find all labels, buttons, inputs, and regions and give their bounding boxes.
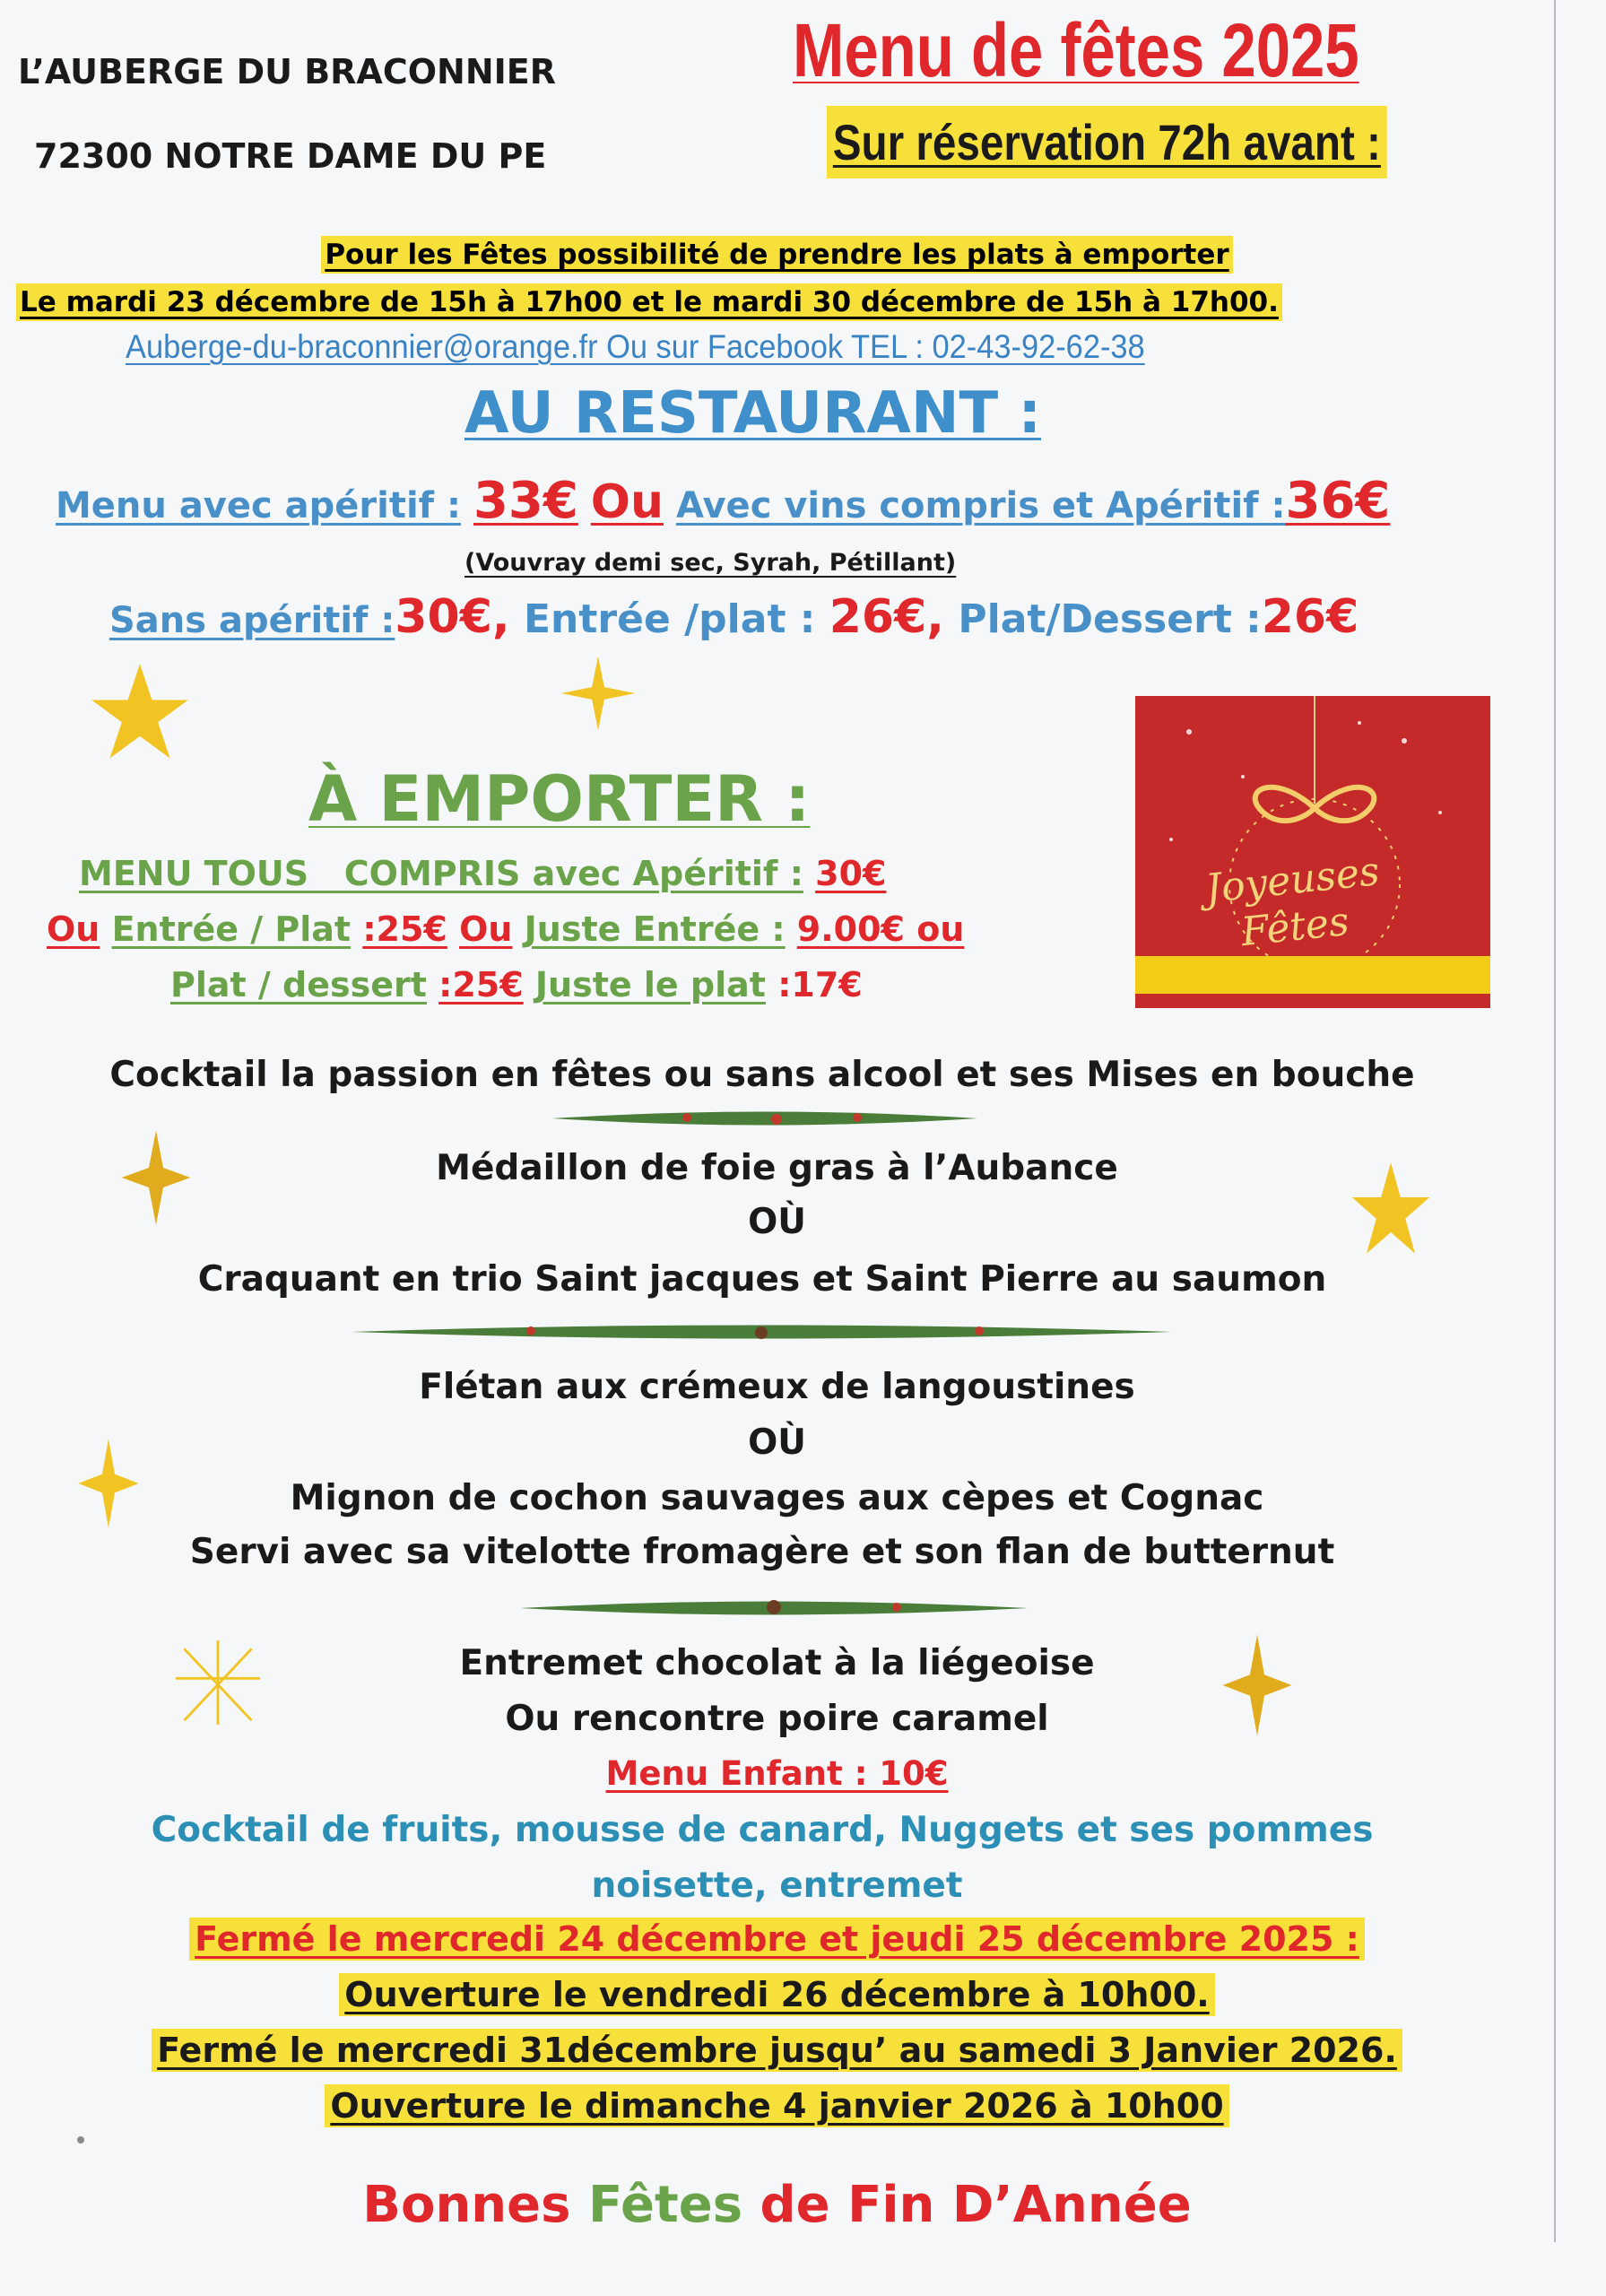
menu-dessert-1: Entremet chocolat à la liégeoise [459, 1643, 1095, 1683]
or-label: Ou [459, 909, 513, 949]
star-icon [1350, 1161, 1431, 1257]
menu-dessert-2: Ou rencontre poire caramel [505, 1699, 1049, 1739]
no-aperitif-label: Sans apéritif : [109, 600, 395, 641]
menu-starter-2: Craquant en trio Saint jacques et Saint Pierre au saumon [197, 1259, 1327, 1300]
menu-aperitif-price: 33€ [473, 472, 578, 530]
reservation-notice: Sur réservation 72h avant : [827, 106, 1387, 178]
schedule-open-1-wrap [0, 1975, 1554, 2014]
entree-plat-price: 26€, [829, 590, 945, 644]
page-title: Menu de fêtes 2025 [793, 8, 1359, 92]
page-edge [1554, 0, 1556, 2242]
plat-dessert-label: Plat/Dessert : [958, 596, 1262, 642]
kids-menu-line-1: Cocktail de fruits, mousse de canard, Nuggets et ses pommes [151, 1810, 1374, 1850]
restaurant-heading: AU RESTAURANT : [464, 380, 1042, 447]
contact-link[interactable]: Auberge-du-braconnier@orange.fr Ou sur Facebook TEL : 02-43-92-62-38 [126, 328, 1145, 365]
joyeuses-fetes-card [1135, 696, 1490, 1008]
wine-price: 36€ [1285, 472, 1391, 530]
garland-icon [552, 1105, 977, 1132]
footer-word-4: D’Année [951, 2176, 1192, 2234]
takeaway-entree-plat-price: :25€ [362, 909, 447, 949]
takeaway-row2 [47, 909, 964, 949]
garland-icon [352, 1318, 1171, 1345]
menu-or-1: OÙ [748, 1202, 806, 1242]
schedule-closed-2: Fermé le mercredi 31décembre jusqu’ au samedi 3 Janvier 2026. [152, 2029, 1402, 2072]
star-icon [560, 651, 637, 735]
restaurant-address: 72300 NOTRE DAME DU PE [34, 136, 547, 176]
card-text-1: Joyeuses [1202, 848, 1382, 913]
restaurant-name: L’AUBERGE DU BRACONNIER [18, 52, 556, 91]
takeaway-juste-entree-label: Juste Entrée : [524, 909, 786, 949]
star-icon [120, 1128, 192, 1227]
plat-dessert-price: 26€ [1261, 590, 1359, 644]
kids-menu-wrap [0, 1754, 1554, 1793]
menu-or-2: OÙ [748, 1422, 806, 1463]
takeaway-juste-plat-label: Juste le plat [534, 965, 766, 1004]
takeaway-row1 [79, 854, 886, 893]
no-aperitif-price: 30€, [395, 590, 510, 644]
schedule-closed-2-wrap [0, 2031, 1554, 2070]
schedule-closed-1: Fermé le mercredi 24 décembre et jeudi 25 décembre 2025 : [189, 1918, 1365, 1961]
menu-main-1: Flétan aux crémeux de langoustines [419, 1367, 1135, 1407]
footer-word-3: de Fin [760, 2176, 935, 2234]
footer-word-2: Fêtes [587, 2176, 743, 2234]
or-label: Ou [47, 909, 100, 949]
footer-word-1: Bonnes [362, 2176, 571, 2234]
menu-starter-1: Médaillon de foie gras à l’Aubance [436, 1148, 1118, 1188]
card-band [1135, 956, 1490, 994]
takeaway-plat-dessert-price: :25€ [438, 965, 524, 1004]
takeaway-plat-dessert-label: Plat / dessert [170, 965, 427, 1004]
takeaway-entree-plat-label: Entrée / Plat [111, 909, 352, 949]
takeaway-heading: À EMPORTER : [308, 762, 811, 836]
star-icon [77, 1437, 140, 1530]
takeaway-menu-label: MENU TOUS COMPRIS avec Apéritif : [79, 854, 803, 893]
star-icon [176, 1639, 260, 1726]
takeaway-line1-wrap [0, 239, 1554, 271]
entree-plat-label: Entrée /plat : [524, 596, 816, 642]
menu-main-side: Servi avec sa vitelotte fromagère et son flan de butternut [189, 1532, 1335, 1572]
schedule-open-1: Ouverture le vendredi 26 décembre à 10h00. [339, 1973, 1214, 2016]
restaurant-prices-row1 [56, 472, 1390, 530]
star-icon [84, 662, 195, 762]
schedule-open-2-wrap [0, 2086, 1554, 2126]
garland-icon [520, 1595, 1028, 1622]
takeaway-notice-line1: Pour les Fêtes possibilité de prendre les plats à emporter [321, 236, 1232, 274]
card-text-2: Fêtes [1238, 898, 1351, 956]
star-icon [1221, 1632, 1293, 1738]
takeaway-row3 [170, 965, 863, 1004]
schedule-open-2: Ouverture le dimanche 4 janvier 2026 à 10h00 [325, 2084, 1228, 2127]
takeaway-menu-price: 30€ [815, 854, 887, 893]
kids-menu-label: Menu Enfant : 10€ [605, 1754, 949, 1793]
dot [77, 2136, 84, 2144]
menu-main-2: Mignon de cochon sauvages aux cèpes et Cognac [290, 1478, 1264, 1518]
schedule-closed-1-wrap [0, 1919, 1554, 1959]
takeaway-notice-line2: Le mardi 23 décembre de 15h à 17h00 et le mardi 30 décembre de 15h à 17h00. [16, 283, 1282, 321]
footer-greeting [0, 2176, 1554, 2234]
restaurant-prices-row2 [109, 590, 1359, 644]
or-label: Ou [590, 475, 664, 529]
wines-list: (Vouvray demi sec, Syrah, Pétillant) [464, 549, 957, 577]
menu-aperitif-label: Menu avec apéritif : [56, 485, 461, 526]
takeaway-juste-plat-price: :17€ [777, 965, 863, 1004]
kids-menu-line-2: noisette, entremet [591, 1866, 963, 1906]
menu-cocktail: Cocktail la passion en fêtes ou sans alcool et ses Mises en bouche [109, 1055, 1415, 1095]
wine-label: Avec vins compris et Apéritif : [675, 485, 1286, 526]
takeaway-juste-entree-price: 9.00€ ou [796, 909, 965, 949]
